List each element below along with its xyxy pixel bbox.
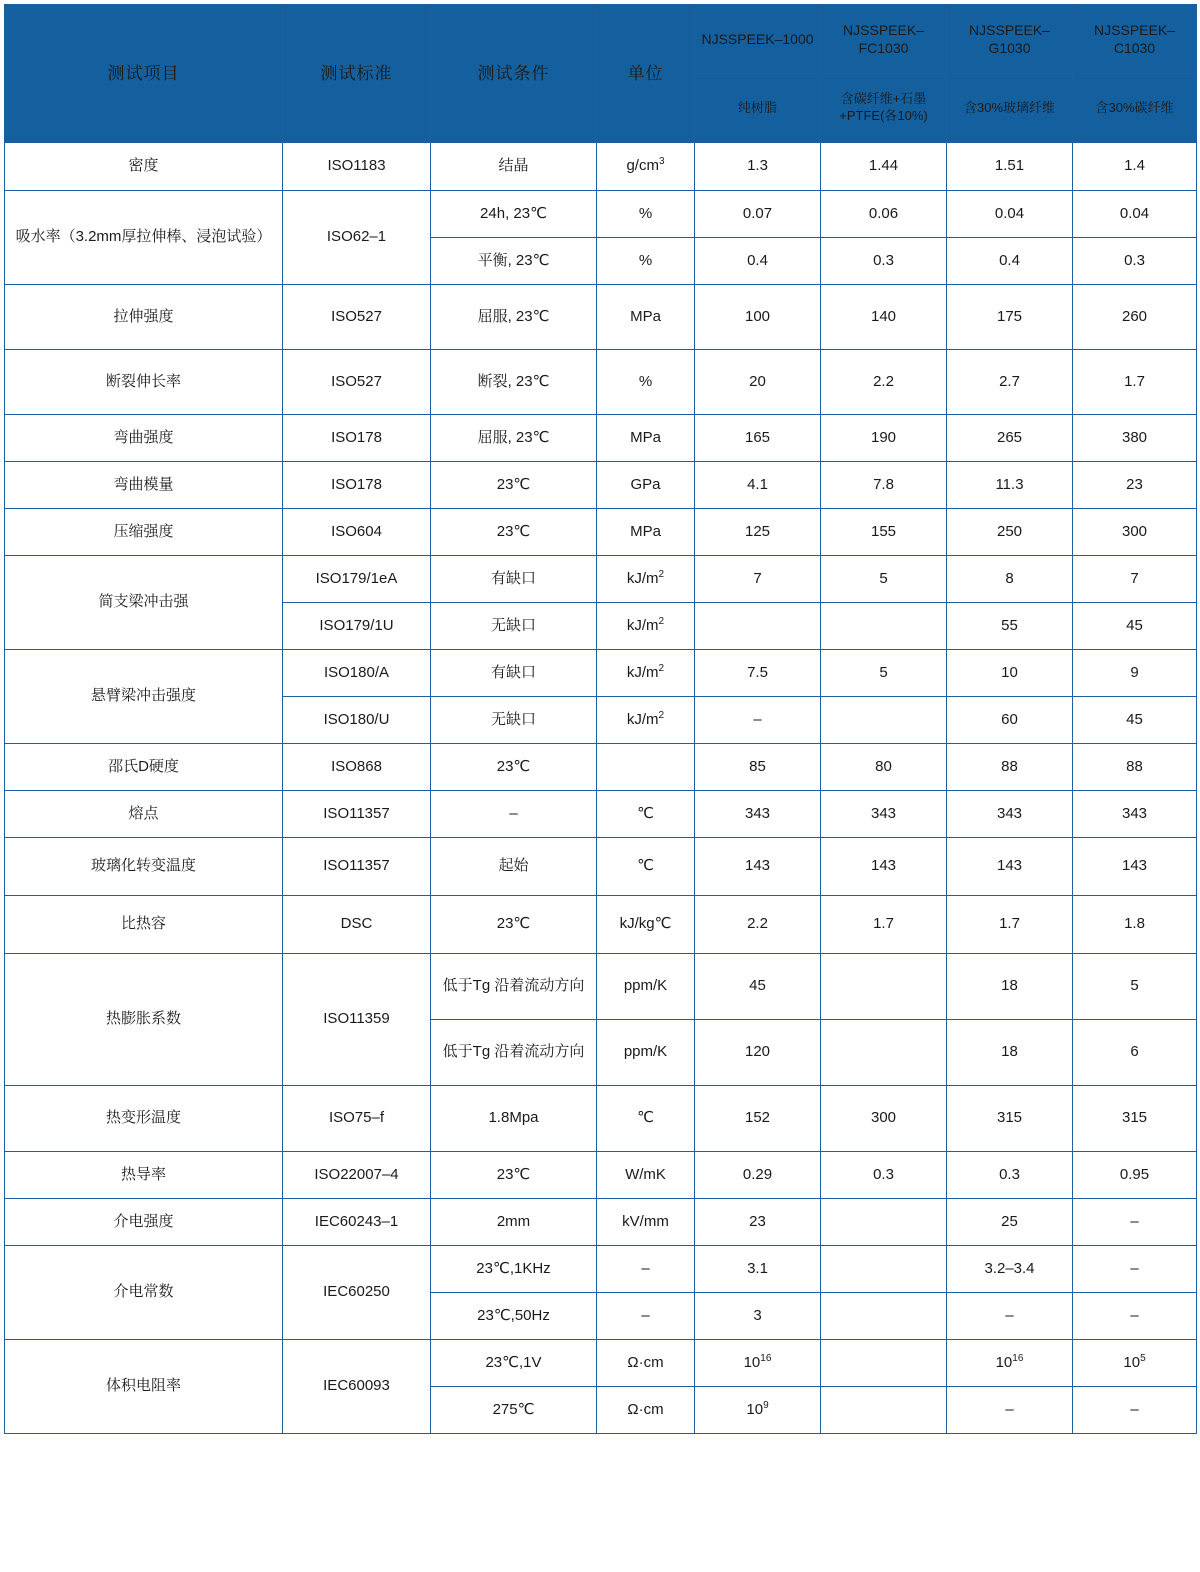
header-product-desc-4: 含30%碳纤维 [1073,74,1197,143]
table-row [5,1199,1197,1246]
table-row [5,462,1197,509]
row-value: 143 [695,838,821,896]
row-condition: 有缺口 [431,556,597,603]
row-value: 0.4 [695,238,821,285]
row-standard: ISO178 [283,415,431,462]
row-item-label: 断裂伸长率 [5,350,283,415]
row-condition: 低于Tg 沿着流动方向 [431,1020,597,1086]
row-value: 300 [1073,509,1197,556]
row-value: 7.8 [821,462,947,509]
row-value: 60 [947,697,1073,744]
row-item-label: 体积电阻率 [5,1340,283,1434]
row-unit: ℃ [597,791,695,838]
row-unit [597,744,695,791]
row-value: 88 [947,744,1073,791]
row-item-label: 吸水率（3.2mm厚拉伸棒、浸泡试验） [5,191,283,285]
row-standard: ISO604 [283,509,431,556]
row-value: 143 [947,838,1073,896]
row-value: 0.06 [821,191,947,238]
row-value: 5 [1073,954,1197,1020]
header-product-name-2: NJSSPEEK–FC1030 [821,5,947,74]
row-unit: Ω·cm [597,1387,695,1434]
row-value: 140 [821,285,947,350]
row-item-label: 弯曲模量 [5,462,283,509]
row-item-label: 玻璃化转变温度 [5,838,283,896]
row-standard: ISO527 [283,350,431,415]
row-item-label: 密度 [5,143,283,191]
row-value: 2.2 [821,350,947,415]
row-item-label: 简支梁冲击强 [5,556,283,650]
row-standard: ISO11357 [283,791,431,838]
row-condition: 低于Tg 沿着流动方向 [431,954,597,1020]
row-value: 120 [695,1020,821,1086]
row-value: 25 [947,1199,1073,1246]
table-row [5,350,1197,415]
row-value: 1.7 [1073,350,1197,415]
row-unit: W/mK [597,1152,695,1199]
row-value: $10^{16}$ [695,1340,821,1387]
row-standard: ISO75–f [283,1086,431,1152]
row-value: 1.7 [821,896,947,954]
row-condition: 无缺口 [431,603,597,650]
row-value: 315 [1073,1086,1197,1152]
row-condition: 屈服, 23℃ [431,415,597,462]
row-value: 0.04 [1073,191,1197,238]
row-value: – [1073,1293,1197,1340]
header-test-condition: 测试条件 [431,5,597,143]
header-product-desc-2: 含碳纤维+石墨+PTFE(各10%) [821,74,947,143]
row-condition: 屈服, 23℃ [431,285,597,350]
row-item-label: 压缩强度 [5,509,283,556]
row-value: 1.51 [947,143,1073,191]
row-value: 175 [947,285,1073,350]
row-unit: – [597,1246,695,1293]
row-condition: 1.8Mpa [431,1086,597,1152]
row-value: 0.3 [821,1152,947,1199]
row-item-label: 热变形温度 [5,1086,283,1152]
row-standard: ISO11359 [283,954,431,1086]
row-value: 3 [695,1293,821,1340]
material-properties-table [4,4,1197,1434]
table-row [5,1152,1197,1199]
row-value: 300 [821,1086,947,1152]
row-item-label: 比热容 [5,896,283,954]
row-unit: % [597,350,695,415]
row-value: 1.44 [821,143,947,191]
row-value: 20 [695,350,821,415]
row-value [821,603,947,650]
row-value: 9 [1073,650,1197,697]
row-standard: ISO1183 [283,143,431,191]
row-value: 380 [1073,415,1197,462]
row-unit: ppm/K [597,954,695,1020]
table-body [5,143,1197,1434]
row-value: 45 [1073,697,1197,744]
row-standard: ISO11357 [283,838,431,896]
row-unit: $g/cm^3$ [597,143,695,191]
table-row [5,650,1197,697]
row-item-label: 悬臂梁冲击强度 [5,650,283,744]
header-test-item: 测试项目 [5,5,283,143]
row-condition: 有缺口 [431,650,597,697]
table-row [5,1246,1197,1293]
row-value: $10^5$ [1073,1340,1197,1387]
row-condition: 24h, 23℃ [431,191,597,238]
row-unit: GPa [597,462,695,509]
table-header [5,5,1197,143]
row-standard: DSC [283,896,431,954]
row-unit: $kJ/m^2$ [597,556,695,603]
row-unit: $kJ/m^2$ [597,650,695,697]
row-unit: kV/mm [597,1199,695,1246]
row-item-label: 介电常数 [5,1246,283,1340]
row-value: 190 [821,415,947,462]
header-unit: 单位 [597,5,695,143]
row-value: 100 [695,285,821,350]
row-item-label: 熔点 [5,791,283,838]
row-condition: 23℃ [431,509,597,556]
row-value: 343 [947,791,1073,838]
row-condition: 23℃ [431,462,597,509]
row-value: 18 [947,1020,1073,1086]
row-value: 2.7 [947,350,1073,415]
row-unit: – [597,1293,695,1340]
row-value: 23 [1073,462,1197,509]
row-unit: ℃ [597,1086,695,1152]
row-value: 3.2–3.4 [947,1246,1073,1293]
row-condition: 23℃ [431,896,597,954]
row-value: 7 [695,556,821,603]
row-value: 5 [821,650,947,697]
row-unit: % [597,191,695,238]
header-product-name-1: NJSSPEEK–1000 [695,5,821,74]
row-standard: ISO179/1eA [283,556,431,603]
row-value: 165 [695,415,821,462]
row-standard: ISO178 [283,462,431,509]
row-item-label: 介电强度 [5,1199,283,1246]
row-condition: – [431,791,597,838]
row-value: 343 [821,791,947,838]
row-value [821,1199,947,1246]
row-standard: ISO22007–4 [283,1152,431,1199]
table-row [5,1340,1197,1387]
row-value: 1.7 [947,896,1073,954]
row-condition: 23℃ [431,1152,597,1199]
row-standard: IEC60093 [283,1340,431,1434]
table-row [5,838,1197,896]
row-unit: Ω·cm [597,1340,695,1387]
row-value: 8 [947,556,1073,603]
row-value: 0.4 [947,238,1073,285]
row-unit: ppm/K [597,1020,695,1086]
row-value: 3.1 [695,1246,821,1293]
row-value: 152 [695,1086,821,1152]
row-value: 1.4 [1073,143,1197,191]
row-condition: 断裂, 23℃ [431,350,597,415]
header-product-desc-1: 纯树脂 [695,74,821,143]
row-value: 1.8 [1073,896,1197,954]
row-value: 315 [947,1086,1073,1152]
row-value [821,1293,947,1340]
row-item-label: 热膨胀系数 [5,954,283,1086]
row-condition: 无缺口 [431,697,597,744]
row-unit: kJ/kg℃ [597,896,695,954]
row-condition: 23℃,1V [431,1340,597,1387]
row-condition: 23℃,1KHz [431,1246,597,1293]
row-value: 1.3 [695,143,821,191]
row-value: $10^{16}$ [947,1340,1073,1387]
row-value [821,1020,947,1086]
row-standard: ISO180/A [283,650,431,697]
row-value [821,954,947,1020]
row-value [695,603,821,650]
row-unit: ℃ [597,838,695,896]
row-value: 85 [695,744,821,791]
row-value: 55 [947,603,1073,650]
row-value: – [695,697,821,744]
row-item-label: 弯曲强度 [5,415,283,462]
row-standard: ISO180/U [283,697,431,744]
row-value: 45 [1073,603,1197,650]
row-value: 80 [821,744,947,791]
table-row [5,285,1197,350]
row-value: 0.3 [1073,238,1197,285]
row-unit: $kJ/m^2$ [597,603,695,650]
table-row [5,954,1197,1020]
row-value: 155 [821,509,947,556]
row-value: $10^9$ [695,1387,821,1434]
row-value: 45 [695,954,821,1020]
row-value [821,1387,947,1434]
row-item-label: 拉伸强度 [5,285,283,350]
row-item-label: 邵氏D硬度 [5,744,283,791]
header-product-name-3: NJSSPEEK–G1030 [947,5,1073,74]
row-value: 0.3 [821,238,947,285]
row-condition: 起始 [431,838,597,896]
row-value: 143 [1073,838,1197,896]
table-row [5,509,1197,556]
row-value: 265 [947,415,1073,462]
row-unit: $kJ/m^2$ [597,697,695,744]
row-standard: ISO527 [283,285,431,350]
row-value [821,1340,947,1387]
row-condition: 275℃ [431,1387,597,1434]
row-value: 343 [695,791,821,838]
row-value: – [1073,1246,1197,1293]
row-value: – [1073,1387,1197,1434]
table-row [5,556,1197,603]
row-value: 0.04 [947,191,1073,238]
row-condition: 2mm [431,1199,597,1246]
row-standard: IEC60243–1 [283,1199,431,1246]
row-condition: 23℃,50Hz [431,1293,597,1340]
row-value: 250 [947,509,1073,556]
row-value: 23 [695,1199,821,1246]
row-standard: ISO62–1 [283,191,431,285]
row-value: 10 [947,650,1073,697]
row-value: – [947,1387,1073,1434]
row-value: 0.29 [695,1152,821,1199]
row-value: 0.95 [1073,1152,1197,1199]
row-standard: IEC60250 [283,1246,431,1340]
row-value: 0.07 [695,191,821,238]
header-test-standard: 测试标准 [283,5,431,143]
row-value [821,1246,947,1293]
table-row [5,415,1197,462]
row-value: 4.1 [695,462,821,509]
row-value: 143 [821,838,947,896]
row-item-label: 热导率 [5,1152,283,1199]
row-condition: 23℃ [431,744,597,791]
row-condition: 结晶 [431,143,597,191]
row-value: 5 [821,556,947,603]
row-unit: MPa [597,285,695,350]
row-value: 343 [1073,791,1197,838]
table-row [5,191,1197,238]
table-row [5,143,1197,191]
row-value: 18 [947,954,1073,1020]
header-product-desc-3: 含30%玻璃纤维 [947,74,1073,143]
row-value: 260 [1073,285,1197,350]
header-row-top [5,5,1197,74]
row-value: 7 [1073,556,1197,603]
table-row [5,896,1197,954]
table-row [5,744,1197,791]
row-value: 88 [1073,744,1197,791]
row-standard: ISO179/1U [283,603,431,650]
row-condition: 平衡, 23℃ [431,238,597,285]
row-value: 0.3 [947,1152,1073,1199]
row-value: – [1073,1199,1197,1246]
header-product-name-4: NJSSPEEK–C1030 [1073,5,1197,74]
row-value: 11.3 [947,462,1073,509]
row-value: 125 [695,509,821,556]
row-value: 7.5 [695,650,821,697]
row-unit: MPa [597,509,695,556]
table-row [5,1086,1197,1152]
table-row [5,791,1197,838]
row-value: 6 [1073,1020,1197,1086]
row-standard: ISO868 [283,744,431,791]
row-unit: % [597,238,695,285]
row-value: – [947,1293,1073,1340]
row-unit: MPa [597,415,695,462]
row-value [821,697,947,744]
row-value: 2.2 [695,896,821,954]
